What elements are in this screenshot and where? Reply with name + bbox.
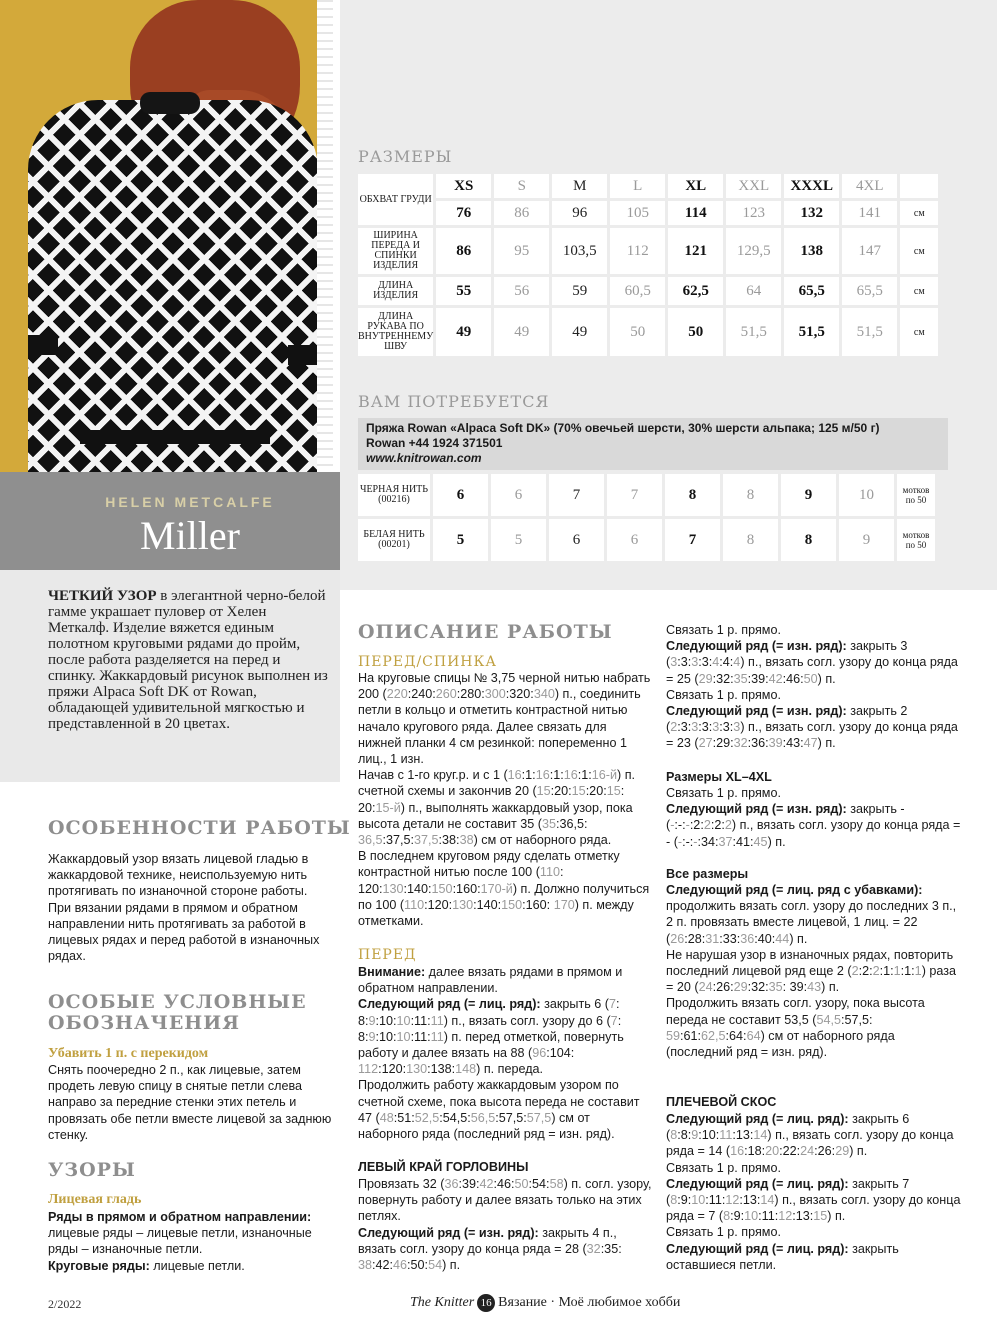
- features-p1: Жаккардовый узор вязать лицевой гладью в жаккардовой технике, неиспользуемую нить протягивать по изнаночной стороне работы.: [48, 852, 309, 899]
- table-cell: 7: [665, 519, 720, 561]
- table-cell: 55: [436, 277, 491, 305]
- table-cell: 6: [549, 519, 604, 561]
- patterns-round: [48, 1258, 338, 1274]
- table-row: [358, 201, 938, 225]
- table-cell: 49: [552, 308, 607, 356]
- front-text: Внимание: далее вязать рядами в прямом и обратном направлении. Следующий ряд (= лиц. ряд): закрыть 6 (7: 8:9:10:10:11:11) п., вязать согл. узору до 6 (7: 8:9:10:10:11:11) п. перед отметкой, повернуть работу и далее вязать на 88 (96:104: 112:120:130:138:148) п. переда. Продолжить работу жаккардовым узором по счетной схеме, пока высота переда не составит 47 (48:51:52,5:54,5:56,5:57,5:57,5) см от наборного ряда (последний ряд = изн. ряд).: [358, 965, 640, 1142]
- size-header-row: [358, 174, 938, 198]
- table-cell: 51,5: [726, 308, 781, 356]
- table-cell: 9: [839, 519, 894, 561]
- size-xs: XS: [436, 174, 491, 198]
- table-cell: 10: [839, 474, 894, 516]
- unit-empty: [900, 174, 938, 198]
- table-cell: 6: [607, 519, 662, 561]
- features-heading: ОСОБЕННОСТИ РАБОТЫ: [48, 817, 351, 839]
- table-cell: 9: [781, 474, 836, 516]
- table-row: [358, 308, 938, 356]
- size-l: L: [610, 174, 665, 198]
- photo-edge: [317, 0, 333, 472]
- table-cell: 132: [784, 201, 839, 225]
- table-cell: 95: [494, 228, 549, 274]
- table-cell: 49: [436, 308, 491, 356]
- table-cell: 65,5: [842, 277, 897, 305]
- table-row: [358, 519, 935, 561]
- table-cell: 59: [552, 277, 607, 305]
- designer-banner: [0, 472, 340, 570]
- table-cell: 76: [436, 201, 491, 225]
- materials-heading: ВАМ ПОТРЕБУЕТСЯ: [358, 392, 550, 411]
- description-heading: ОПИСАНИЕ РАБОТЫ: [358, 621, 613, 643]
- table-cell: 6: [491, 474, 546, 516]
- row-label: БЕЛАЯ НИТЬ (00201): [358, 519, 430, 561]
- table-cell: 7: [607, 474, 662, 516]
- table-cell: 8: [723, 519, 778, 561]
- size-xxxl: XXXL: [784, 174, 839, 198]
- issue-date: 2/2022: [48, 1297, 82, 1311]
- patterns-rows-text: лицевые ряды – лицевые петли, изнаночные ряды – изнаночные петли.: [48, 1226, 312, 1257]
- table-cell: 86: [436, 228, 491, 274]
- table-row: [358, 228, 938, 274]
- table-cell: 8: [723, 474, 778, 516]
- symbols-sub: Убавить 1 п. с перекидом: [48, 1046, 209, 1061]
- sizes-xl-heading: Размеры XL–4XL: [666, 770, 772, 784]
- size-4xl: 4XL: [842, 174, 897, 198]
- patterns-round-text: лицевые петли.: [149, 1258, 245, 1273]
- table-cell: 114: [668, 201, 723, 225]
- table-cell: 96: [552, 201, 607, 225]
- yarn-website: www.knitrowan.com: [366, 451, 482, 465]
- features-text: [48, 851, 338, 964]
- footer-brand: [410, 1294, 680, 1312]
- table-cell: 5: [433, 519, 488, 561]
- intro-lead: ЧЕТКИЙ УЗОР: [48, 588, 157, 604]
- table-cell: 50: [668, 308, 723, 356]
- features-p2: При вязании рядами в прямом и обратном направлении нить протягивать за работой в лицевых рядах и перед работой в изнаночных рядах.: [48, 900, 320, 964]
- table-cell: 49: [494, 308, 549, 356]
- all-sizes-heading: Все размеры: [666, 867, 749, 881]
- jacquard-sweater: [28, 100, 318, 472]
- front-heading: ПЕРЕД: [358, 947, 417, 963]
- table-row: [358, 277, 938, 305]
- patterns-heading: УЗОРЫ: [48, 1159, 136, 1181]
- page-number: 16: [477, 1294, 495, 1312]
- symbols-text: Снять поочередно 2 п., как лицевые, затем продеть левую спицу в снятые петли слева направо за передние стенки этих петель и провязать обе петли вместе лицевой за заднюю стенку.: [48, 1063, 332, 1142]
- size-s: S: [494, 174, 549, 198]
- table-cell: 8: [781, 519, 836, 561]
- unit-cell: мотков по 50: [897, 519, 935, 561]
- right-col-text-1: Связать 1 р. прямо. Следующий ряд (= изн. ряд): закрыть 3 (3:3:3:3:4:4:4) п., вязать согл. узору до конца ряда = 25 (29:32:35:39:42:46:50) п. Связать 1 р. прямо. Следующий ряд (= изн. ряд): закрыть 2 (2:3:3:3:3:3:3) п., вязать согл. узору до конца ряда = 23 (27:29:32:36:39:43:47) п.: [666, 623, 958, 751]
- yarn-info: [358, 418, 948, 470]
- intro-box: [0, 570, 340, 782]
- sweater-collar: [140, 92, 200, 114]
- unit-cell: мотков по 50: [897, 474, 935, 516]
- table-cell: 112: [610, 228, 665, 274]
- table-cell: 103,5: [552, 228, 607, 274]
- table-cell: 51,5: [784, 308, 839, 356]
- yarn-phone: Rowan +44 1924 371501: [366, 436, 503, 450]
- table-cell: 129,5: [726, 228, 781, 274]
- table-cell: 6: [433, 474, 488, 516]
- table-cell: 62,5: [668, 277, 723, 305]
- sweater-hem: [80, 430, 270, 444]
- symbols-heading: ОСОБЫЕ УСЛОВНЫЕ ОБОЗНАЧЕНИЯ: [48, 991, 307, 1034]
- front-back-text: На круговые спицы № 3,75 черной нитью набрать 200 (220:240:260:280:300:320:340) п., соединить петли в кольцо и отметить контрастной нитью начало кругового ряда. Далее связать для нижней планки 4 см резинкой: попеременно 1 лиц., 1 изн. Начав с 1-го круг.р. и с 1 (16:1:16:1:16:1:16-й) п. счетной схемы и закончив 20 (15:20:15:20:15: 20:15-й) п., выполнять жаккардовый узор, пока высота детали не составит 35 (35:36,5: 36,5:37,5:37,5:38:38) см от наборного ряда. В последнем круговом ряду сделать отметку контрастной нитью после 100 (110: 120:130:140:150:160:170-й) п. Должно получиться по 100 (110:120:130:140:150:160: 170) п. между отметками.: [358, 671, 651, 929]
- size-label: ОБХВАТ ГРУДИ: [358, 174, 433, 225]
- unit-cell: см: [900, 308, 938, 356]
- table-cell: 86: [494, 201, 549, 225]
- patterns-round-label: Круговые ряды:: [48, 1258, 150, 1273]
- unit-cell: см: [900, 201, 938, 225]
- table-cell: 64: [726, 277, 781, 305]
- yarn-table: [355, 471, 938, 564]
- table-cell: 123: [726, 201, 781, 225]
- table-cell: 65,5: [784, 277, 839, 305]
- patterns-rows-label: Ряды в прямом и обратном направлении:: [48, 1210, 312, 1224]
- yarn-line: Пряжа Rowan «Alpaca Soft DK» (70% овечьей шерсти, 30% шерсти альпака; 125 м/50 г): [366, 421, 880, 435]
- table-cell: 147: [842, 228, 897, 274]
- size-xl: XL: [668, 174, 723, 198]
- row-label: ШИРИНА ПЕРЕДА И СПИНКИ ИЗДЕЛИЯ: [358, 228, 433, 274]
- intro-text: [48, 588, 328, 732]
- sweater-cuff-left: [28, 335, 58, 355]
- patterns-rows: [48, 1209, 338, 1258]
- unit-cell: см: [900, 228, 938, 274]
- table-cell: 121: [668, 228, 723, 274]
- right-col-text-3: Следующий ряд (= лиц. ряд с убавками): продолжить вязать согл. узору до последних 3 п., 2 п. провязать вместе лицевой, 1 лиц. = 22 (26:28:31:33:36:40:44) п. Не нарушая узор в изнаночных рядах, повторить последний лицевой ряд еще 2 (2:2:2:1:1:1:1) раза = 20 (24:26:29:32:35: 39:43) п. Продолжить вязать согл. узору, пока высота переда не составит 53,5 (54,5:57,5: 59:61:62,5:64:64) см от наборного ряда (последний ряд = изн. ряд).: [666, 883, 957, 1060]
- table-cell: 105: [610, 201, 665, 225]
- patterns-text: [48, 1209, 338, 1274]
- table-cell: 50: [610, 308, 665, 356]
- table-cell: 141: [842, 201, 897, 225]
- left-neck-text: Провязать 32 (36:39:42:46:50:54:58) п. согл. узору, повернуть работу и далее вязать только на этих петлях. Следующий ряд (= изн. ряд): закрыть 4 п., вязать согл. узору до конца ряда = 28 (32:35: 38:42:46:50:54) п.: [358, 1177, 652, 1273]
- sizes-heading: РАЗМЕРЫ: [358, 147, 453, 166]
- row-label: ДЛИНА ИЗДЕЛИЯ: [358, 277, 433, 305]
- table-cell: 60,5: [610, 277, 665, 305]
- patterns-sub: Лицевая гладь: [48, 1192, 142, 1207]
- front-back-heading: ПЕРЕД/СПИНКА: [358, 654, 497, 670]
- row-label: ЧЕРНАЯ НИТЬ (00216): [358, 474, 430, 516]
- size-table: [355, 171, 941, 359]
- size-m: M: [552, 174, 607, 198]
- table-row: [358, 474, 935, 516]
- table-cell: 7: [549, 474, 604, 516]
- table-cell: 8: [665, 474, 720, 516]
- intro-body: в элегантной черно-белой гамме украшает пуловер от Хелен Меткалф. Изделие вяжется единым полотном круговыми рядами до пройм, после работа разделяется на перед и спинку. Жаккардовый рисунок выполнен из пряжи Alpaca Soft DK от Rowan, обладающей удивительной мягкостью и представленной в 20 цветах.: [48, 588, 328, 732]
- size-xxl: XXL: [726, 174, 781, 198]
- designer-label: HELEN METCALFE: [105, 494, 275, 510]
- sweater-photo: [0, 0, 333, 472]
- table-cell: 56: [494, 277, 549, 305]
- magazine-name: The Knitter: [410, 1295, 475, 1310]
- row-label: ДЛИНА РУКАВА ПО ВНУТРЕННЕМУ ШВУ: [358, 308, 433, 356]
- sweater-cuff-right: [288, 345, 318, 365]
- shoulder-heading: ПЛЕЧЕВОЙ СКОС: [666, 1095, 777, 1109]
- right-col-text-2: Связать 1 р. прямо. Следующий ряд (= изн. ряд): закрыть - (-:-:-:2:2:2:2) п., вязать согл. узору до конца ряда = - (-:-:-:34:37:41:45) п.: [666, 786, 961, 849]
- left-neck-heading: ЛЕВЫЙ КРАЙ ГОРЛОВИНЫ: [358, 1160, 529, 1174]
- table-cell: 5: [491, 519, 546, 561]
- designer-name: Miller: [140, 513, 240, 558]
- table-cell: 138: [784, 228, 839, 274]
- tagline: Вязание · Моё любимое хобби: [498, 1295, 681, 1310]
- shoulder-text: Следующий ряд (= лиц. ряд): закрыть 6 (8:8:9:10:11:13:14) п., вязать согл. узору до конца ряда = 14 (16:18:20:22:24:26:29) п. Связать 1 р. прямо. Следующий ряд (= лиц. ряд): закрыть 7 (8:9:10:11:12:13:14) п., вязать согл. узору до конца ряда = 7 (8:9:10:11:12:13:15) п. Связать 1 р. прямо. Следующий ряд (= лиц. ряд): закрыть оставшиеся петли.: [666, 1112, 961, 1272]
- unit-cell: см: [900, 277, 938, 305]
- table-cell: 51,5: [842, 308, 897, 356]
